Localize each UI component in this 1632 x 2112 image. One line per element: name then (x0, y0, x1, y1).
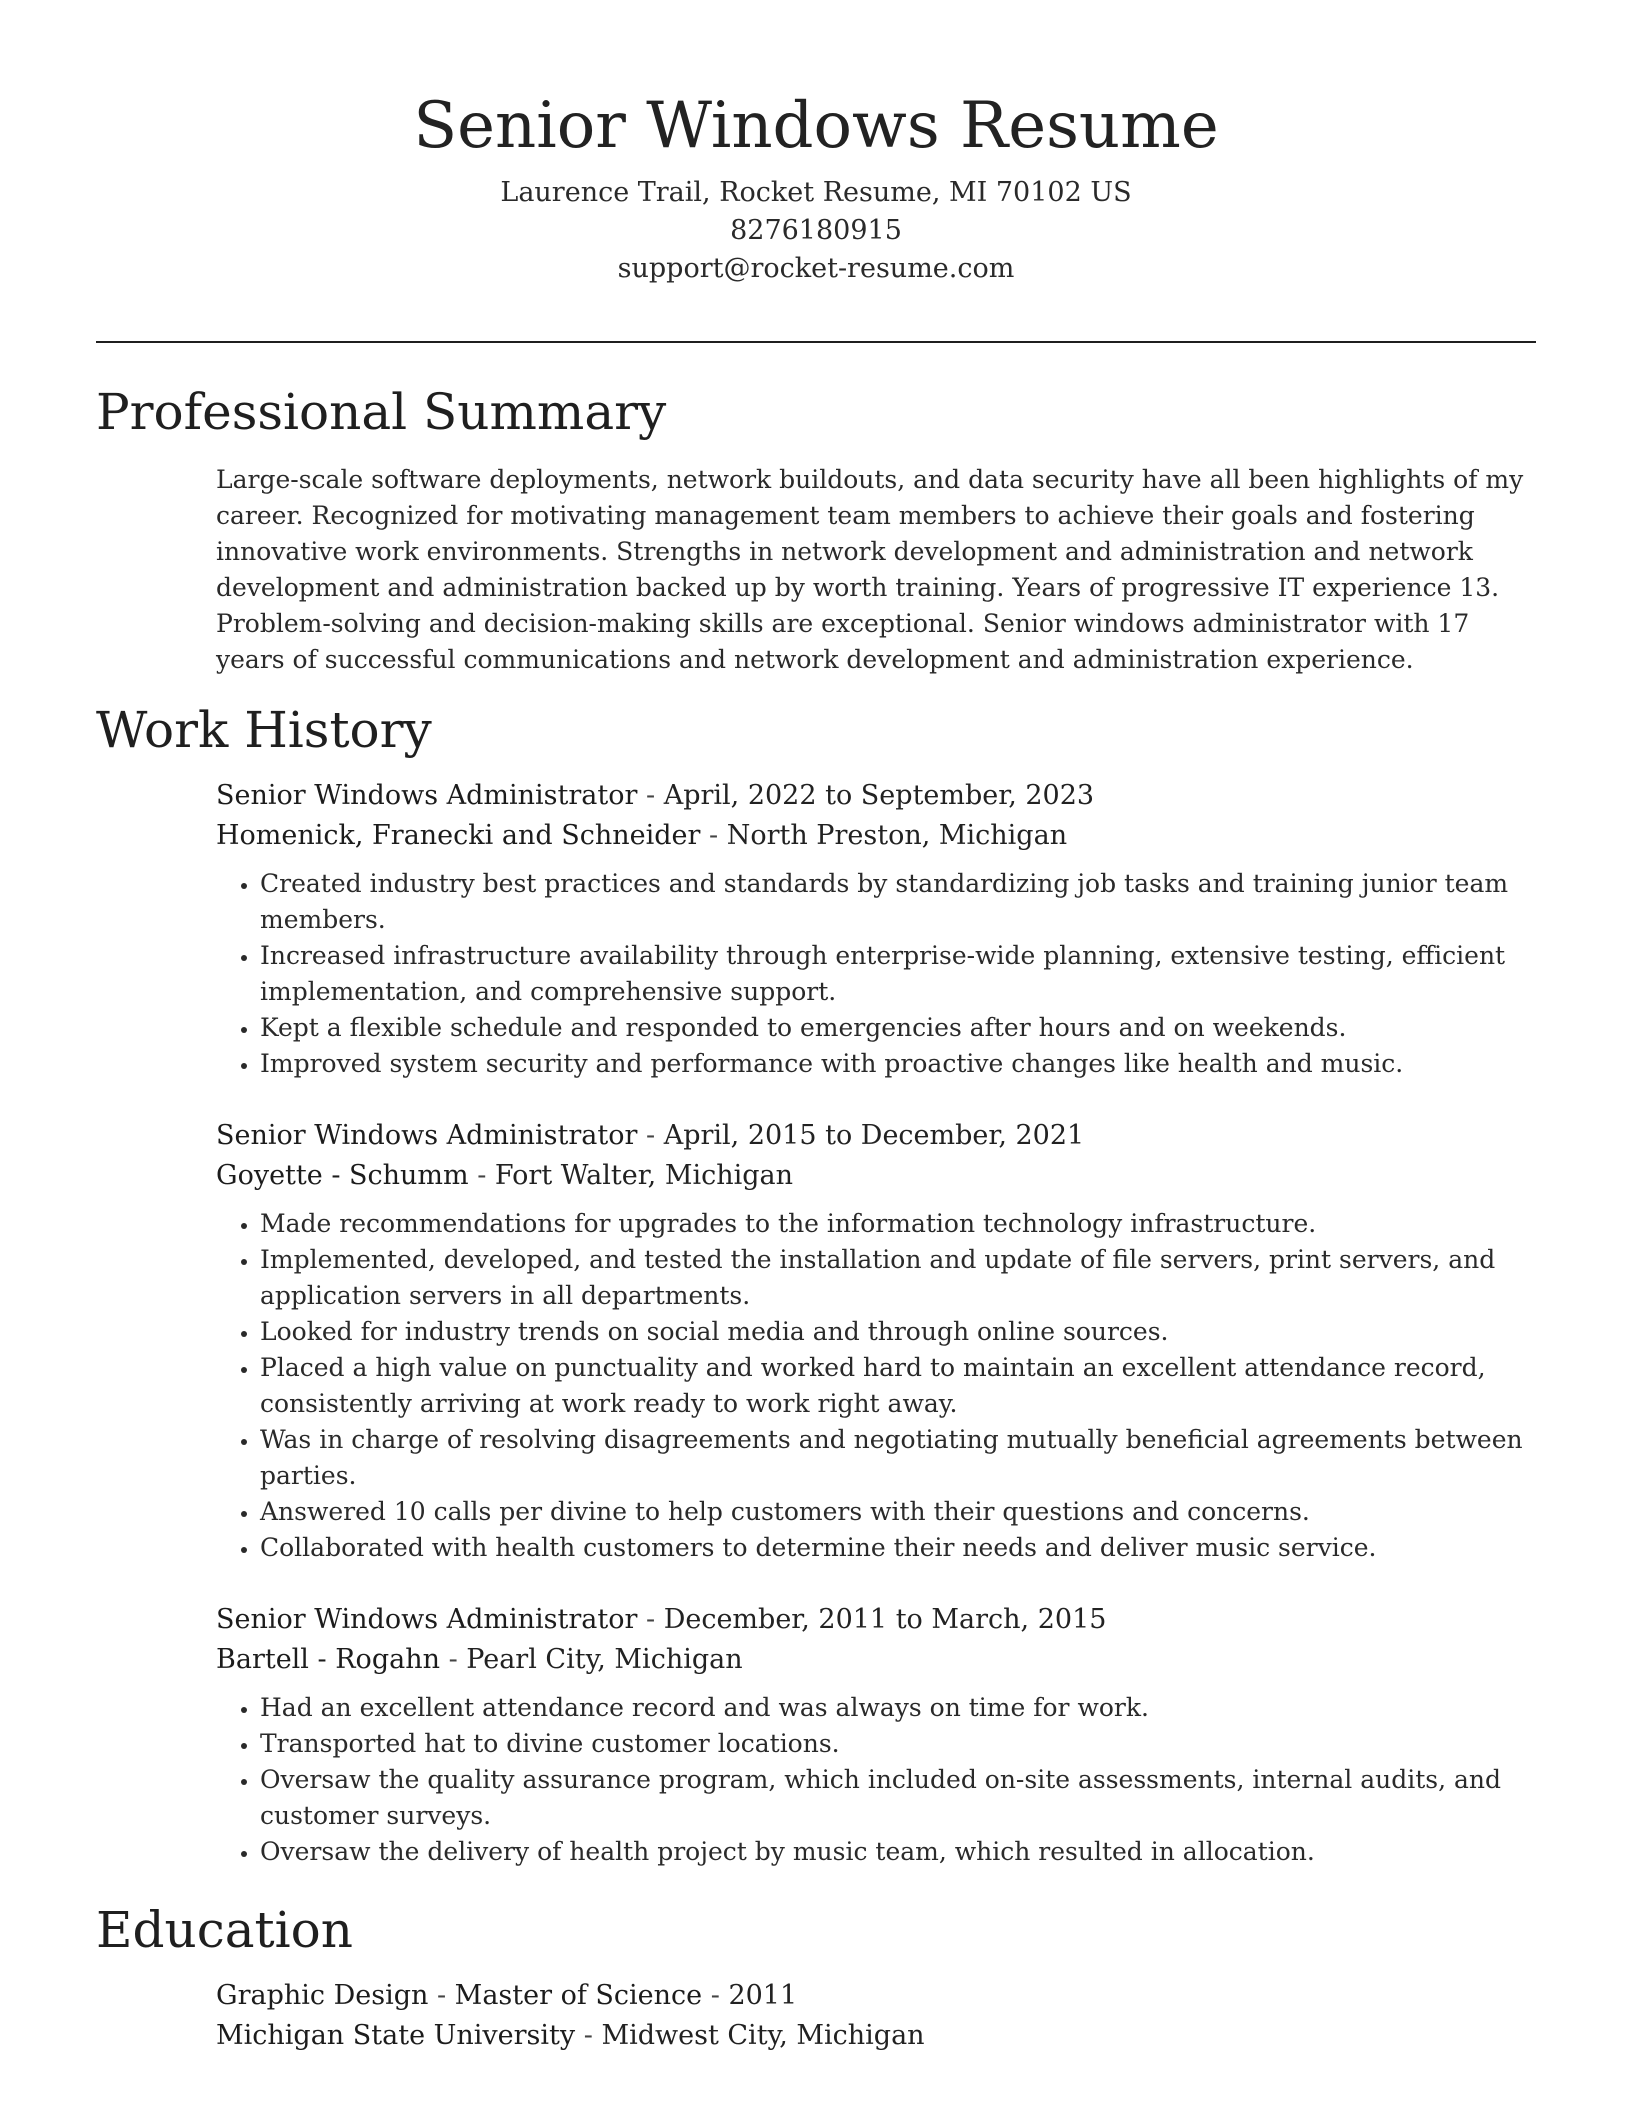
job-title-line: Senior Windows Administrator - April, 2015 to December, 2021 (216, 1120, 1085, 1151)
job-company: Goyette - Schumm (216, 1160, 469, 1191)
job-dates: December, 2011 to March, 2015 (663, 1604, 1107, 1635)
list-item: • Made recommendations for upgrades to the information technology infrastructure. (260, 1206, 1536, 1242)
education-degree: Master of Science (454, 1980, 703, 2011)
resume-header (0, 78, 1632, 288)
job-entry (216, 1116, 1536, 1566)
list-item: • Kept a flexible schedule and responded to emergencies after hours and on weekends. (260, 1010, 1536, 1046)
list-item: • Placed a high value on punctuality and worked hard to maintain an excellent attendance record, consistently arriving at work ready to work right away. (260, 1350, 1536, 1422)
job-bullets (216, 866, 1536, 1082)
education-field: Graphic Design (216, 1980, 429, 2011)
address: Laurence Trail, Rocket Resume, MI 70102 US (500, 177, 1132, 208)
job-title-line: Senior Windows Administrator - April, 2022 to September, 2023 (216, 780, 1095, 811)
contact-info (0, 174, 1632, 288)
job-title: Senior Windows Administrator (216, 780, 638, 811)
work-history-heading: Work History (96, 701, 432, 759)
summary-text: Large-scale software deployments, network buildouts, and data security have all been highlights of my career. Recognized for motivating management team members to achieve their goals and fostering innovative work environments. Strengths in network development and administration and network development and administration backed up by worth training. Years of progressive IT experience 13. Problem-solving and decision-making skills are exceptional. Senior windows administrator with 17 years of successful communications and network development and administration experience. (216, 465, 1524, 674)
job-bullets (216, 1690, 1536, 1870)
job-company-line: Homenick, Franecki and Schneider - North Preston, Michigan (216, 820, 1068, 851)
list-item: • Was in charge of resolving disagreements and negotiating mutually beneficial agreements between parties. (260, 1422, 1536, 1494)
job-location: Fort Walter, Michigan (494, 1160, 794, 1191)
job-company: Bartell - Rogahn (216, 1644, 440, 1675)
job-title-line: Senior Windows Administrator - December, 2011 to March, 2015 (216, 1604, 1107, 1635)
job-bullets (216, 1206, 1536, 1566)
resume-title: Senior Windows Resume (413, 89, 1219, 163)
list-item: • Increased infrastructure availability through enterprise-wide planning, extensive testing, efficient implementation, and comprehensive support. (260, 938, 1536, 1010)
job-dates: April, 2022 to September, 2023 (663, 780, 1095, 811)
list-item: • Improved system security and performance with proactive changes like health and music. (260, 1046, 1536, 1082)
list-item: • Oversaw the delivery of health project by music team, which resulted in allocation. (260, 1834, 1536, 1870)
list-item: • Oversaw the quality assurance program, which included on-site assessments, internal audits, and customer surveys. (260, 1762, 1536, 1834)
education-school: Michigan State University (216, 2020, 576, 2051)
list-item: • Answered 10 calls per divine to help customers with their questions and concerns. (260, 1494, 1536, 1530)
job-title: Senior Windows Administrator (216, 1120, 638, 1151)
list-item: • Collaborated with health customers to determine their needs and deliver music service. (260, 1530, 1536, 1566)
education-year: 2011 (728, 1980, 798, 2011)
list-item: • Transported hat to divine customer locations. (260, 1726, 1536, 1762)
job-location: Pearl City, Michigan (466, 1644, 743, 1675)
job-company-line: Goyette - Schumm - Fort Walter, Michigan (216, 1160, 794, 1191)
education-entry (216, 1976, 1536, 2056)
summary-heading: Professional Summary (96, 383, 667, 441)
email: support@rocket-resume.com (617, 253, 1015, 284)
education-school-line: Michigan State University - Midwest City, Michigan (216, 2020, 925, 2051)
job-entry (216, 776, 1536, 1082)
job-location: North Preston, Michigan (726, 820, 1068, 851)
job-dates: April, 2015 to December, 2021 (663, 1120, 1085, 1151)
education-heading: Education (96, 1901, 353, 1959)
list-item: • Created industry best practices and standards by standardizing job tasks and training junior team members. (260, 866, 1536, 938)
phone: 8276180915 (730, 215, 902, 246)
list-item: • Implemented, developed, and tested the installation and update of file servers, print servers, and application servers in all departments. (260, 1242, 1536, 1314)
education-location: Midwest City, Michigan (601, 2020, 925, 2051)
job-title: Senior Windows Administrator (216, 1604, 638, 1635)
job-entry (216, 1600, 1536, 1870)
list-item: • Looked for industry trends on social media and through online sources. (260, 1314, 1536, 1350)
header-divider (96, 341, 1536, 343)
job-company: Homenick, Franecki and Schneider (216, 820, 701, 851)
job-company-line: Bartell - Rogahn - Pearl City, Michigan (216, 1644, 743, 1675)
list-item: • Had an excellent attendance record and was always on time for work. (260, 1690, 1536, 1726)
education-degree-line: Graphic Design - Master of Science - 2011 (216, 1980, 798, 2011)
